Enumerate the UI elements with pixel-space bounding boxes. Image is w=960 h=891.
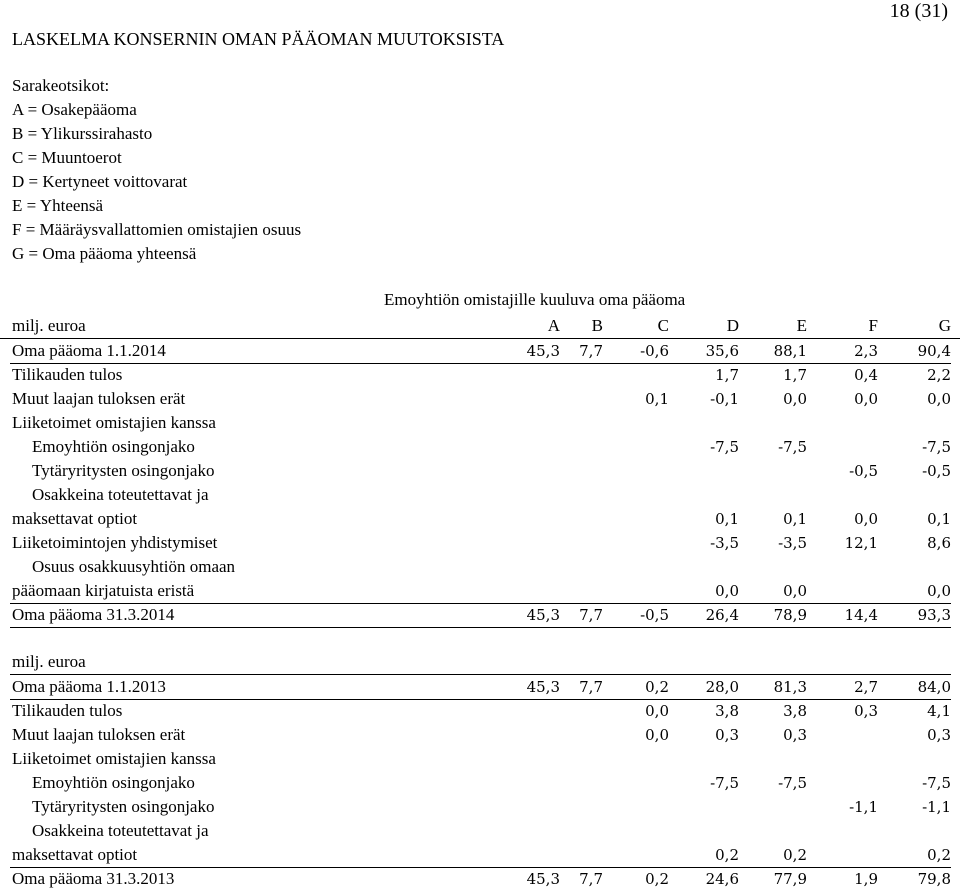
legend-item: A = Osakepääoma: [12, 100, 137, 119]
table-row: [0, 795, 960, 819]
cell-f: 14,4: [844, 606, 878, 624]
cell-e: 0,0: [783, 390, 807, 408]
cell-g: 79,8: [917, 870, 951, 888]
legend-item: E = Yhteensä: [12, 196, 104, 215]
cell-f: 0,3: [854, 702, 878, 720]
cell-b: 7,7: [579, 678, 603, 696]
cell-d: -7,5: [710, 774, 739, 792]
table-row: [0, 507, 960, 531]
cell-g: 4,1: [927, 702, 951, 720]
cell-d: 24,6: [705, 870, 739, 888]
cell-a: 45,3: [526, 870, 560, 888]
row-label: Liiketoimet omistajien kanssa: [12, 749, 216, 768]
cell-g: 93,3: [917, 606, 951, 624]
cell-e: 88,1: [773, 342, 807, 360]
table-row: [0, 771, 960, 795]
legend-heading: Sarakeotsikot:: [12, 76, 110, 95]
table-row: [0, 723, 960, 747]
column-header-d: D: [726, 316, 739, 335]
column-header-f: F: [868, 316, 878, 335]
row-label: Emoyhtiön osingonjako: [32, 773, 195, 792]
table-row: [0, 867, 960, 891]
cell-g: 2,2: [927, 366, 951, 384]
cell-f: 12,1: [844, 534, 878, 552]
table-row: [0, 387, 960, 411]
cell-b: 7,7: [579, 870, 603, 888]
cell-d: 0,3: [715, 726, 739, 744]
row-label: Emoyhtiön osingonjako: [32, 437, 195, 456]
cell-c: 0,2: [645, 870, 669, 888]
cell-g: -7,5: [922, 774, 951, 792]
cell-b: 7,7: [579, 342, 603, 360]
table-row: [0, 363, 960, 387]
table-row: [0, 603, 960, 627]
table-row: [0, 483, 960, 507]
table-row: [0, 747, 960, 771]
cell-e: 0,3: [783, 726, 807, 744]
cell-a: 45,3: [526, 606, 560, 624]
cell-c: 0,1: [645, 390, 669, 408]
table-2013-header: [0, 650, 960, 674]
cell-d: -7,5: [710, 438, 739, 456]
cell-c: -0,5: [640, 606, 669, 624]
cell-e: 0,0: [783, 582, 807, 600]
cell-e: -7,5: [778, 438, 807, 456]
legend-item: F = Määräysvallattomien omistajien osuus: [12, 220, 302, 239]
cell-e: 3,8: [783, 702, 807, 720]
cell-a: 45,3: [526, 342, 560, 360]
legend-item: D = Kertyneet voittovarat: [12, 172, 188, 191]
cell-d: 35,6: [705, 342, 739, 360]
document-title: LASKELMA KONSERNIN OMAN PÄÄOMAN MUUTOKSISTA: [12, 29, 505, 49]
cell-g: 0,3: [927, 726, 951, 744]
table-row: [0, 843, 960, 867]
table-row: [0, 819, 960, 843]
cell-g: -1,1: [922, 798, 951, 816]
row-label: Oma pääoma 1.1.2014: [12, 341, 166, 360]
cell-e: 78,9: [773, 606, 807, 624]
cell-g: 84,0: [917, 678, 951, 696]
divider: [10, 627, 951, 628]
row-label: Tytäryritysten osingonjako: [32, 461, 215, 480]
legend-item: B = Ylikurssirahasto: [12, 124, 153, 143]
cell-c: 0,0: [645, 702, 669, 720]
cell-d: -3,5: [710, 534, 739, 552]
table-row: [0, 411, 960, 435]
row-label: Oma pääoma 1.1.2013: [12, 677, 166, 696]
table-row: [0, 531, 960, 555]
cell-e: -7,5: [778, 774, 807, 792]
cell-f: 1,9: [854, 870, 878, 888]
cell-d: 0,1: [715, 510, 739, 528]
cell-f: 0,4: [854, 366, 878, 384]
unit-label: milj. euroa: [12, 316, 86, 335]
row-label: maksettavat optiot: [12, 509, 138, 528]
cell-c: 0,0: [645, 726, 669, 744]
cell-g: 0,1: [927, 510, 951, 528]
row-label: Oma pääoma 31.3.2014: [12, 605, 175, 624]
row-label: Tytäryritysten osingonjako: [32, 797, 215, 816]
cell-f: -0,5: [849, 462, 878, 480]
cell-e: 1,7: [783, 366, 807, 384]
cell-g: 90,4: [917, 342, 951, 360]
row-label: maksettavat optiot: [12, 845, 138, 864]
cell-c: -0,6: [640, 342, 669, 360]
cell-a: 45,3: [526, 678, 560, 696]
row-label: Oma pääoma 31.3.2013: [12, 869, 175, 888]
cell-f: 2,3: [854, 342, 878, 360]
row-label: Tilikauden tulos: [12, 701, 123, 720]
row-label: pääomaan kirjatuista eristä: [12, 581, 195, 600]
row-label: Osuus osakkuusyhtiön omaan: [32, 557, 236, 576]
cell-f: 2,7: [854, 678, 878, 696]
column-header-g: G: [938, 316, 951, 335]
table-row: [0, 675, 960, 699]
table-row: [0, 435, 960, 459]
cell-d: 1,7: [715, 366, 739, 384]
column-header-b: B: [591, 316, 603, 335]
cell-d: 26,4: [705, 606, 739, 624]
table-row: [0, 555, 960, 579]
cell-e: -3,5: [778, 534, 807, 552]
cell-c: 0,2: [645, 678, 669, 696]
page-number: 18 (31): [889, 0, 948, 22]
unit-label: milj. euroa: [12, 652, 86, 671]
column-header-e: E: [796, 316, 807, 335]
table-row: [0, 699, 960, 723]
cell-e: 0,1: [783, 510, 807, 528]
cell-b: 7,7: [579, 606, 603, 624]
cell-g: -0,5: [922, 462, 951, 480]
cell-e: 0,2: [783, 846, 807, 864]
row-label: Muut laajan tuloksen erät: [12, 389, 186, 408]
cell-d: 0,0: [715, 582, 739, 600]
cell-e: 77,9: [773, 870, 807, 888]
cell-d: -0,1: [710, 390, 739, 408]
row-label: Tilikauden tulos: [12, 365, 123, 384]
table-2014-header: [0, 314, 960, 339]
cell-g: -7,5: [922, 438, 951, 456]
cell-f: -1,1: [849, 798, 878, 816]
table-row: [0, 579, 960, 603]
column-header-c: C: [657, 316, 669, 335]
cell-g: 0,0: [927, 582, 951, 600]
cell-d: 0,2: [715, 846, 739, 864]
row-label: Muut laajan tuloksen erät: [12, 725, 186, 744]
column-header-a: A: [547, 316, 560, 335]
row-label: Liiketoimintojen yhdistymiset: [12, 533, 218, 552]
row-label: Osakkeina toteutettavat ja: [32, 485, 209, 504]
cell-d: 28,0: [705, 678, 739, 696]
legend-item: G = Oma pääoma yhteensä: [12, 244, 197, 263]
cell-f: 0,0: [854, 390, 878, 408]
cell-g: 0,2: [927, 846, 951, 864]
cell-f: 0,0: [854, 510, 878, 528]
cell-e: 81,3: [773, 678, 807, 696]
table-row: [0, 339, 960, 363]
row-label: Osakkeina toteutettavat ja: [32, 821, 209, 840]
column-group-header: Emoyhtiön omistajille kuuluva oma pääoma: [384, 290, 686, 309]
cell-g: 0,0: [927, 390, 951, 408]
cell-g: 8,6: [927, 534, 951, 552]
legend-item: C = Muuntoerot: [12, 148, 122, 167]
row-label: Liiketoimet omistajien kanssa: [12, 413, 216, 432]
cell-d: 3,8: [715, 702, 739, 720]
table-row: [0, 459, 960, 483]
